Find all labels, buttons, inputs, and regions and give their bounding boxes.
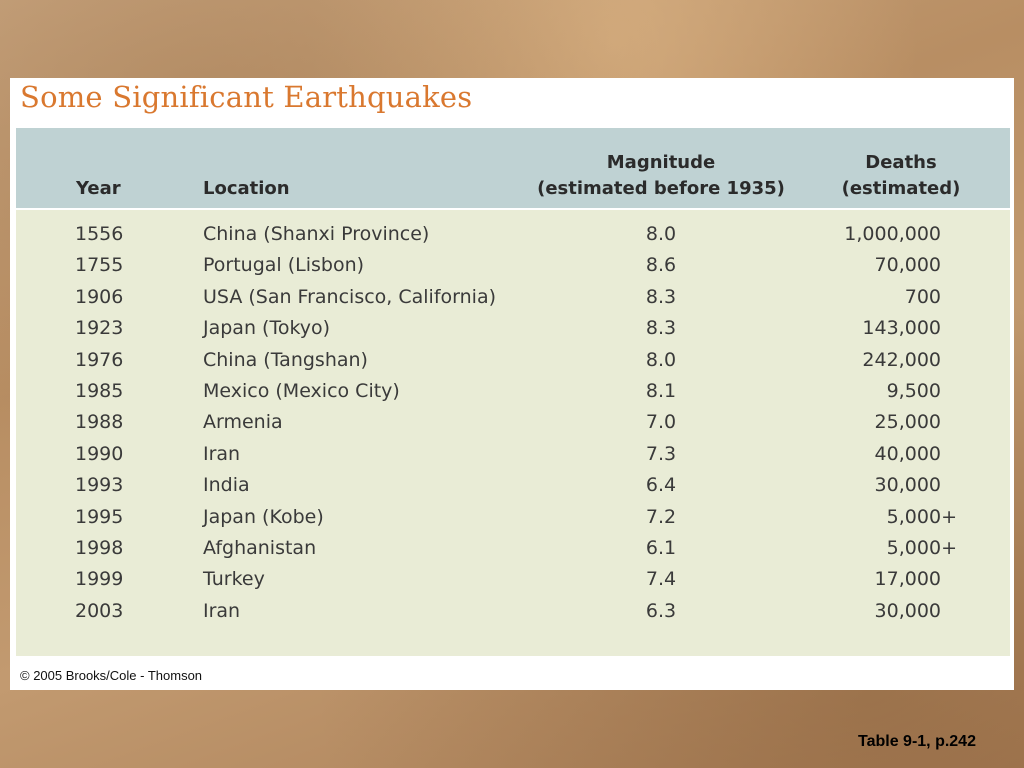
cell-magnitude: 8.0 (645, 223, 677, 245)
header-magnitude-line1: Magnitude (606, 152, 716, 173)
table-title: Some Significant Earthquakes (20, 80, 473, 114)
cell-year: 1556 (75, 223, 124, 245)
table-header (16, 128, 1010, 210)
header-magnitude-line2: (estimated before 1935) (537, 178, 785, 199)
header-deaths-line2: (estimated) (841, 178, 961, 199)
table-row (16, 252, 1010, 283)
cell-location: USA (San Francisco, California) (203, 285, 497, 308)
cell-magnitude: 6.3 (645, 599, 677, 622)
cell-location: Iran (203, 599, 241, 622)
cell-magnitude: 8.0 (645, 348, 677, 371)
cell-location: Mexico (Mexico City) (203, 379, 400, 402)
cell-deaths: 143,000 (862, 317, 941, 340)
cell-location: Armenia (203, 411, 283, 434)
copyright-notice: © 2005 Brooks/Cole - Thomson (20, 668, 203, 683)
cell-deaths: 40,000 (874, 442, 941, 465)
cell-deaths: 5,000+ (886, 505, 957, 528)
cell-deaths: 700 (904, 285, 941, 308)
cell-year: 1999 (75, 568, 124, 591)
cell-deaths: 1,000,000 (844, 223, 941, 245)
cell-magnitude: 8.1 (645, 379, 677, 402)
cell-year: 1985 (75, 379, 124, 402)
cell-magnitude: 6.4 (645, 474, 677, 497)
cell-location: India (203, 474, 250, 497)
cell-magnitude: 7.0 (645, 411, 677, 434)
table-row (16, 535, 1010, 566)
table-row (16, 409, 1010, 440)
table-row (16, 441, 1010, 472)
table-body (16, 221, 1010, 629)
cell-location: Portugal (Lisbon) (203, 254, 365, 277)
cell-magnitude: 8.3 (645, 285, 677, 308)
table-row (16, 284, 1010, 315)
header-magnitude (536, 150, 786, 202)
cell-deaths: 17,000 (874, 568, 941, 591)
header-deaths (826, 150, 976, 202)
cell-year: 1755 (75, 254, 124, 277)
header-location: Location (203, 178, 290, 199)
cell-magnitude: 7.4 (645, 568, 677, 591)
cell-deaths: 242,000 (862, 348, 941, 371)
cell-year: 1995 (75, 505, 124, 528)
cell-deaths: 9,500 (886, 379, 941, 402)
cell-year: 1923 (75, 317, 124, 340)
cell-location: Turkey (203, 568, 265, 591)
cell-deaths: 5,000+ (886, 536, 957, 559)
cell-location: China (Tangshan) (203, 348, 368, 371)
table-row (16, 221, 1010, 252)
table-row (16, 566, 1010, 597)
cell-location: Japan (Kobe) (203, 505, 324, 528)
table-row (16, 347, 1010, 378)
table-row (16, 598, 1010, 629)
cell-location: Afghanistan (203, 536, 317, 559)
cell-magnitude: 8.6 (645, 254, 677, 277)
table-row (16, 315, 1010, 346)
cell-year: 1990 (75, 442, 124, 465)
slide-card (10, 78, 1014, 690)
cell-location: Japan (Tokyo) (203, 317, 331, 340)
cell-year: 1976 (75, 348, 124, 371)
cell-deaths: 30,000 (874, 474, 941, 497)
cell-location: China (Shanxi Province) (203, 223, 430, 245)
cell-deaths: 70,000 (874, 254, 941, 277)
cell-year: 1998 (75, 536, 124, 559)
cell-location: Iran (203, 442, 241, 465)
cell-magnitude: 7.3 (645, 442, 677, 465)
header-deaths-line1: Deaths (865, 152, 937, 173)
cell-magnitude: 8.3 (645, 317, 677, 340)
cell-deaths: 30,000 (874, 599, 941, 622)
earthquake-table (16, 128, 1010, 656)
table-reference: Table 9-1, p.242 (858, 733, 976, 750)
cell-deaths: 25,000 (874, 411, 941, 434)
table-row (16, 504, 1010, 535)
cell-magnitude: 6.1 (645, 536, 677, 559)
cell-year: 2003 (75, 599, 124, 622)
header-year: Year (76, 178, 121, 199)
cell-year: 1993 (75, 474, 124, 497)
table-row (16, 378, 1010, 409)
table-row (16, 472, 1010, 503)
cell-year: 1906 (75, 285, 124, 308)
cell-year: 1988 (75, 411, 124, 434)
cell-magnitude: 7.2 (645, 505, 677, 528)
